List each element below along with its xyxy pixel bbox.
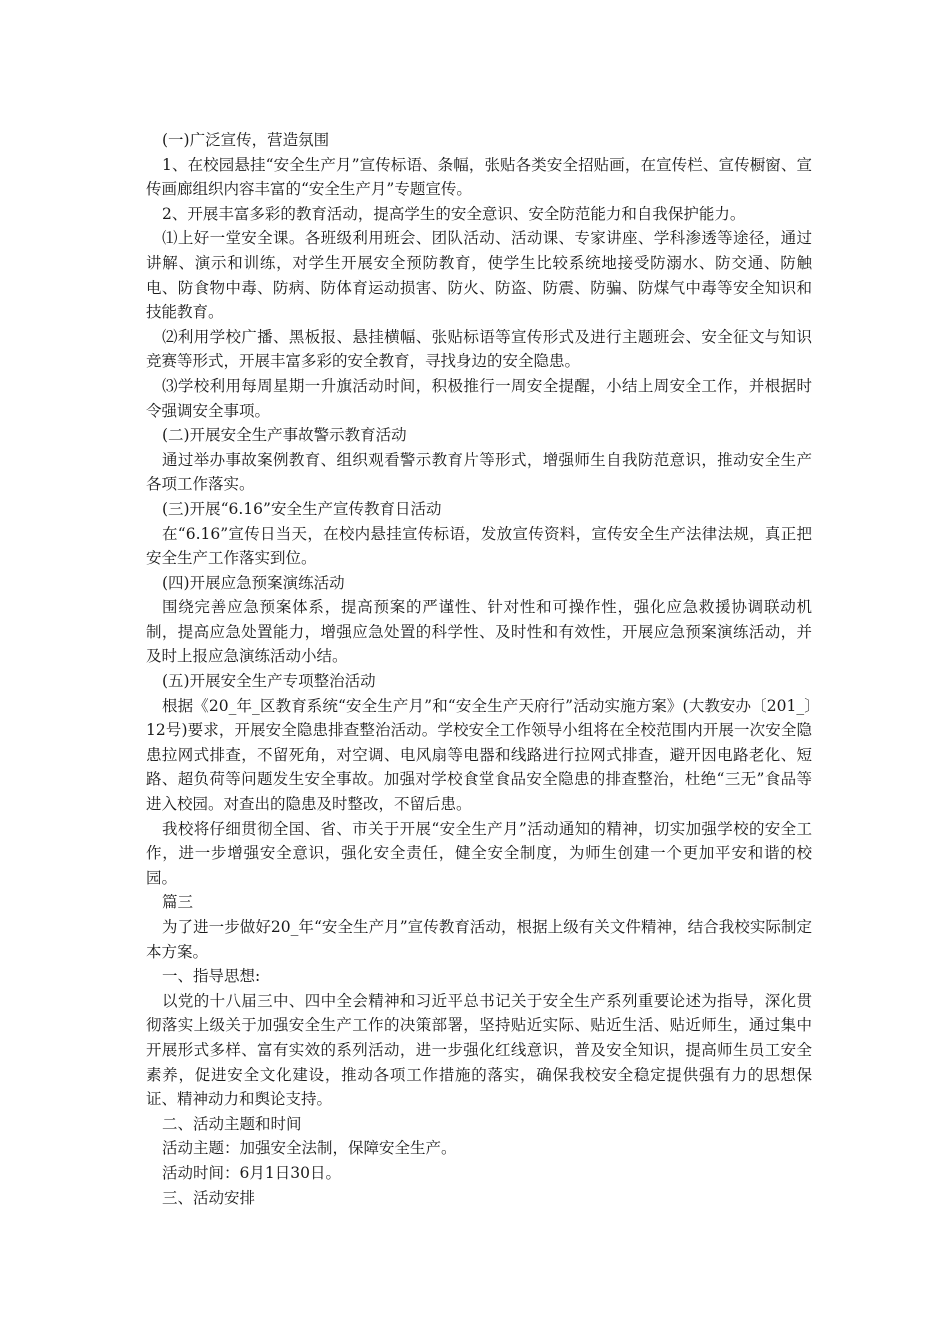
paragraph: 围绕完善应急预案体系，提高预案的严谨性、针对性和可操作性，强化应急救援协调联动机制，提高应急处置能力，增强应急处置的科学性、及时性和有效性，开展应急预案演练活动，并及时上报应急演练活动小结。 [146,598,812,666]
document-body [146,128,812,1210]
paragraph: 1、在校园悬挂“安全生产月”宣传标语、条幅，张贴各类安全招贴画，在宣传栏、宣传橱窗、宣传画廊组织内容丰富的“安全生产月”专题宣传。 [146,155,812,199]
section-heading-5: (五)开展安全生产专项整治活动 [162,672,376,691]
paragraph: 根据《20_年_区教育系统“安全生产月”和“安全生产天府行”活动实施方案》(大教安办〔201_〕12号)要求，开展安全隐患排查整治活动。学校安全工作领导小组将在全校范围内开展一次安全隐患拉网式排查，不留死角，对空调、电风扇等电器和线路进行拉网式排查，避开因电路老化、短路、超负荷等问题发生安全事故。加强对学校食堂食品安全隐患的排查整治，杜绝“三无”食品等进入校园。对查出的隐患及时整改，不留后患。 [146,696,812,814]
chapter-heading-2: 二、活动主题和时间 [162,1114,302,1133]
paragraph: 活动时间：6月1日30日。 [162,1163,341,1182]
paragraph: 通过举办事故案例教育、组织观看警示教育片等形式，增强师生自我防范意识，推动安全生产各项工作落实。 [146,450,812,494]
list-item: ⑴上好一堂安全课。各班级利用班会、团队活动、活动课、专家讲座、学科渗透等途径，通过讲解、演示和训练，对学生开展安全预防教育，使学生比较系统地接受防溺水、防交通、防触电、防食物中毒、防病、防体育运动损害、防火、防盗、防震、防骗、防煤气中毒等安全知识和技能教育。 [146,229,812,322]
paragraph: 为了进一步做好20_年“安全生产月”宣传教育活动，根据上级有关文件精神，结合我校实际制定本方案。 [146,918,812,961]
section-heading-1: (一)广泛宣传，营造氛围 [162,131,330,149]
chapter-heading-1: 一、指导思想: [162,967,261,986]
section-heading-3: (三)开展“6.16”安全生产宣传教育日活动 [162,499,442,518]
section-heading-4: (四)开展应急预案演练活动 [162,573,345,592]
paragraph: 2、开展丰富多彩的教育活动，提高学生的安全意识、安全防范能力和自我保护能力。 [162,204,746,223]
paragraph: 以党的十八届三中、四中全会精神和习近平总书记关于安全生产系列重要论述为指导，深化贯彻落实上级关于加强安全生产工作的决策部署，坚持贴近实际、贴近生活、贴近师生，通过集中开展形式多样、富有实效的系列活动，进一步强化红线意识，普及安全知识，提高师生员工安全素养，促进安全文化建设，推动各项工作措施的落实，确保我校安全稳定提供强有力的思想保证、精神动力和舆论支持。 [146,991,812,1109]
list-item: ⑶学校利用每周星期一升旗活动时间，积极推行一周安全提醒，小结上周安全工作，并根据时令强调安全事项。 [146,376,812,420]
paragraph: 我校将仔细贯彻全国、省、市关于开展“安全生产月”活动通知的精神，切实加强学校的安全工作，进一步增强安全意识，强化安全责任，健全安全制度，为师生创建一个更加平安和谐的校园。 [146,819,812,887]
part-heading: 篇三 [162,893,194,912]
paragraph: 在“6.16”宣传日当天，在校内悬挂宣传标语，发放宣传资料，宣传安全生产法律法规，真正把安全生产工作落实到位。 [146,524,812,568]
paragraph: 活动主题：加强安全法制，保障安全生产。 [162,1139,457,1158]
chapter-heading-3: 三、活动安排 [162,1188,256,1207]
section-heading-2: (二)开展安全生产事故警示教育活动 [162,426,407,445]
list-item: ⑵利用学校广播、黑板报、悬挂横幅、张贴标语等宣传形式及进行主题班会、安全征文与知识竞赛等形式，开展丰富多彩的安全教育，寻找身边的安全隐患。 [146,327,812,371]
